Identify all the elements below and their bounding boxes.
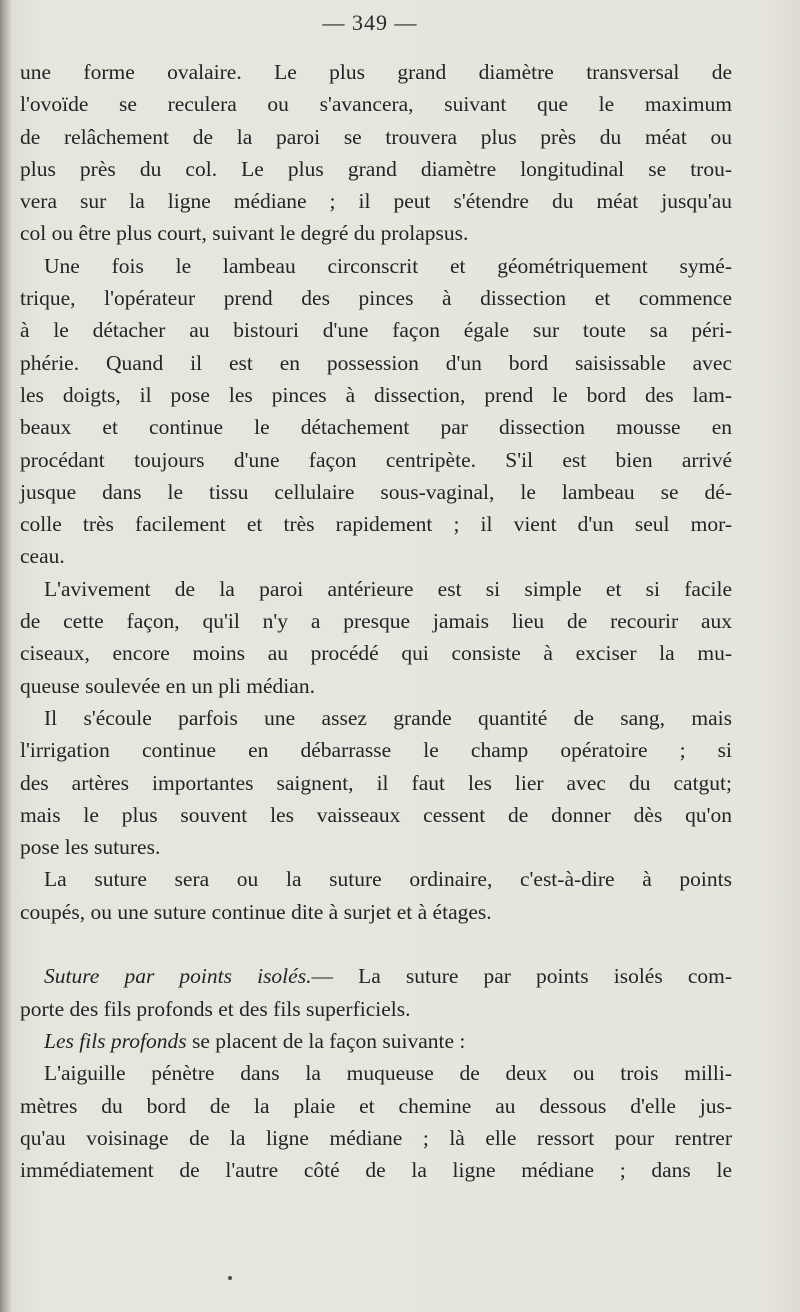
text-line [20, 121, 732, 153]
text-line [20, 88, 732, 120]
line-text: — La suture par points isolés com- [311, 964, 732, 989]
text-line [20, 217, 732, 249]
text-line [20, 56, 732, 88]
text-line [20, 993, 732, 1025]
text-line [20, 670, 732, 702]
text-line [20, 637, 732, 669]
italic-heading: Suture par points isolés. [44, 964, 312, 989]
line-text: qu'au voisinage de la ligne médiane ; là elle ressort pour rentrer [20, 1125, 732, 1150]
text-line [20, 863, 732, 895]
text-line [20, 540, 732, 572]
line-text: beaux et continue le détachement par dissection mousse en [20, 415, 732, 440]
text-line [20, 250, 732, 282]
text-line [20, 314, 732, 346]
text-line [20, 153, 732, 185]
line-text: de cette façon, qu'il n'y a presque jamais lieu de recourir aux [20, 609, 732, 634]
text-line [20, 702, 732, 734]
line-text: porte des fils profonds et des fils superficiels. [20, 996, 411, 1021]
line-text: mètres du bord de la plaie et chemine au dessous d'elle jus- [20, 1093, 732, 1118]
line-text: coupés, ou une suture continue dite à surjet et à étages. [20, 899, 492, 924]
line-text: vera sur la ligne médiane ; il peut s'étendre du méat jusqu'au [20, 189, 732, 214]
line-text: l'ovoïde se reculera ou s'avancera, suivant que le maximum [20, 92, 732, 117]
text-line [20, 960, 732, 992]
text-line [20, 379, 732, 411]
line-text: plus près du col. Le plus grand diamètre longitudinal se trou- [20, 156, 732, 181]
text-line [20, 347, 732, 379]
page-number: — 349 — [322, 10, 418, 35]
line-text: l'irrigation continue en débarrasse le champ opératoire ; si [20, 738, 732, 763]
line-text: Une fois le lambeau circonscrit et géométriquement symé- [44, 253, 732, 278]
line-text: se placent de la façon suivante : [186, 1028, 466, 1053]
line-text: queuse soulevée en un pli médian. [20, 673, 315, 698]
line-text: pose les sutures. [20, 835, 161, 860]
line-text: trique, l'opérateur prend des pinces à dissection et commence [20, 286, 732, 311]
text-line [20, 1025, 732, 1057]
line-text: une forme ovalaire. Le plus grand diamètre transversal de [20, 60, 732, 84]
text-line [20, 444, 732, 476]
line-text: à le détacher au bistouri d'une façon égale sur toute sa péri- [20, 318, 732, 343]
text-line [20, 1122, 732, 1154]
line-text: mais le plus souvent les vaisseaux cessent de donner dès qu'on [20, 802, 732, 827]
binding-shadow [0, 0, 12, 1312]
line-text: des artères importantes saignent, il faut les lier avec du catgut; [20, 770, 732, 795]
line-text: colle très facilement et très rapidement ; il vient d'un seul mor- [20, 512, 732, 537]
text-line [20, 573, 732, 605]
text-line [20, 799, 732, 831]
text-line [20, 1057, 732, 1089]
text-line [20, 282, 732, 314]
text-line [20, 1154, 732, 1186]
text-line [20, 831, 732, 863]
text-line [20, 928, 732, 960]
line-text: ceau. [20, 544, 65, 569]
line-text: jusque dans le tissu cellulaire sous-vaginal, le lambeau se dé- [20, 479, 732, 504]
line-text: immédiatement de l'autre côté de la ligne médiane ; dans le [20, 1158, 732, 1183]
line-text: Il s'écoule parfois une assez grande quantité de sang, mais [44, 705, 732, 730]
line-text: de relâchement de la paroi se trouvera plus près du méat ou [20, 124, 732, 149]
line-text: L'avivement de la paroi antérieure est si simple et si facile [44, 576, 732, 601]
body-text [20, 56, 732, 1186]
text-line [20, 734, 732, 766]
line-text: ciseaux, encore moins au procédé qui consiste à exciser la mu- [20, 641, 732, 666]
line-text: L'aiguille pénètre dans la muqueuse de deux ou trois milli- [44, 1061, 732, 1086]
line-text: phérie. Quand il est en possession d'un bord saisissable avec [20, 350, 732, 375]
line-text: La suture sera ou la suture ordinaire, c'est-à-dire à points [44, 867, 732, 892]
text-line [20, 767, 732, 799]
text-line [20, 605, 732, 637]
ink-speck [228, 1276, 232, 1280]
italic-heading: Les fils profonds [44, 1028, 187, 1053]
text-line [20, 476, 732, 508]
line-text: col ou être plus court, suivant le degré du prolapsus. [20, 221, 469, 246]
text-line [20, 896, 732, 928]
line-text: les doigts, il pose les pinces à dissection, prend le bord des lam- [20, 382, 732, 407]
text-line [20, 1090, 732, 1122]
text-line [20, 508, 732, 540]
text-line [20, 185, 732, 217]
line-text: procédant toujours d'une façon centripète. S'il est bien arrivé [20, 447, 732, 472]
text-line [20, 411, 732, 443]
